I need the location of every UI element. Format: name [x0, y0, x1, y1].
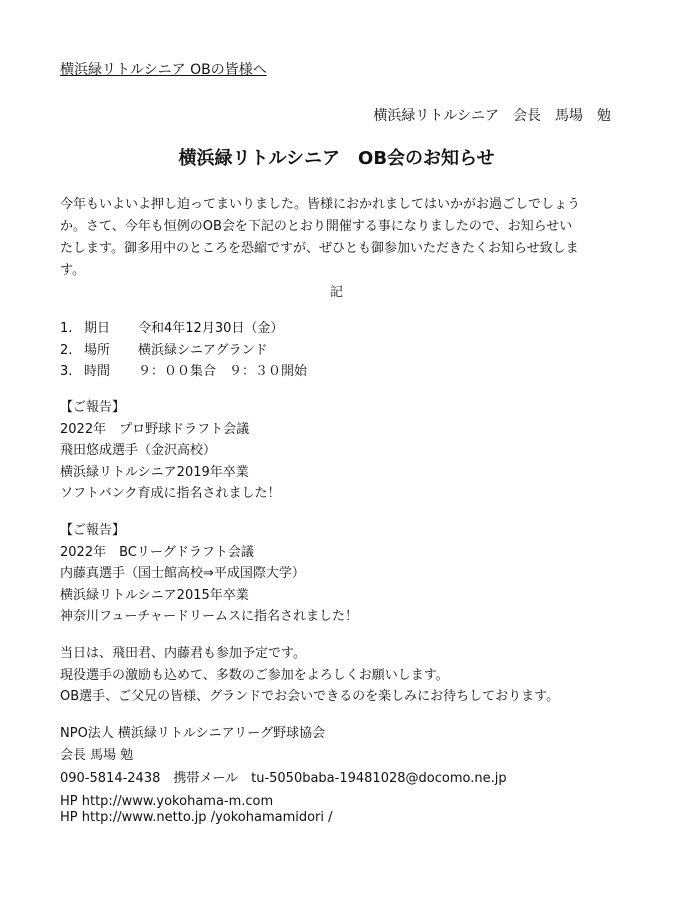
intro-line: か。さて、今年も恒例のOB会を下記のとおり開催する事になりましたので、お知らせい — [60, 219, 573, 234]
report-block-1 — [60, 397, 280, 505]
item-label: 期日 — [84, 321, 111, 336]
schedule-item-place — [60, 340, 307, 362]
report-line: 内藤真選手（国士館高校⇒平成国際大学） — [60, 566, 305, 581]
report-line: 横浜緑リトルシニア2019年卒業 — [60, 464, 249, 480]
item-value: 令和4年12月30日（金） — [138, 321, 284, 336]
report-block-2 — [60, 520, 358, 628]
schedule-item-date — [60, 318, 307, 340]
recipient-line: 横浜緑リトルシニア OBの皆様へ — [60, 62, 267, 78]
homepage-link-2[interactable]: HP http://www.netto.jp /yokohamamidori / — [60, 810, 333, 825]
item-value: 横浜緑シニアグランド — [138, 342, 268, 358]
report-line: 横浜緑リトルシニア2015年卒業 — [60, 587, 249, 603]
closing-line: OB選手、ご父兄の皆様、グランドでお会いできるのを楽しみにお待ちしております。 — [60, 689, 560, 704]
item-label: 場所 — [84, 342, 111, 358]
report-line: ソフトバンク育成に指名されました！ — [60, 486, 281, 501]
report-heading: 【ご報告】 — [60, 523, 126, 538]
report-heading: 【ご報告】 — [60, 400, 126, 415]
item-number: 1. — [60, 321, 73, 336]
report-line: 2022年 BCリーグドラフト会議 — [60, 544, 254, 560]
schedule-item-time — [60, 361, 307, 383]
item-number: 3. — [60, 364, 73, 379]
org-chair: 会長 馬場 勉 — [60, 747, 134, 763]
ki-mark: 記 — [330, 285, 344, 300]
closing-paragraph — [60, 643, 559, 708]
closing-line: 現役選手の激励も込めて、多数のご参加をよろしくお願いします。 — [60, 667, 449, 683]
item-number: 2. — [60, 342, 73, 358]
schedule-list — [60, 318, 307, 383]
report-line: 飛田悠成選手（金沢高校） — [60, 443, 217, 458]
intro-paragraph — [60, 194, 620, 282]
intro-line: す。 — [60, 263, 85, 278]
intro-line: 今年もいよいよ押し迫ってまいりました。皆様におかれましてはいかがお過ごしでしょう — [60, 197, 581, 212]
page-title: 横浜緑リトルシニア OB会のお知らせ — [178, 148, 495, 169]
org-contact: 090-5814-2438 携帯メール tu-5050baba-19481028@docomo.ne.jp — [60, 771, 507, 786]
closing-line: 当日は、飛田君、内藤君も参加予定です。 — [60, 646, 306, 661]
item-label: 時間 — [84, 364, 111, 379]
homepage-link-1[interactable]: HP http://www.yokohama-m.com — [60, 794, 274, 809]
report-line: 神奈川フューチャードリームスに指名されました！ — [60, 609, 358, 624]
item-value: ９：００集合 ９：３０開始 — [138, 364, 308, 379]
organization-info — [60, 723, 507, 790]
org-name: NPO法人 横浜緑リトルシニアリーグ野球協会 — [60, 726, 326, 741]
intro-line: たします。御多用中のところを恐縮ですが、ぜひとも御参加いただきたくお知らせ致しま — [60, 241, 579, 256]
report-line: 2022年 プロ野球ドラフト会議 — [60, 421, 250, 437]
homepage-links — [60, 794, 333, 826]
sender-line: 横浜緑リトルシニア 会長 馬場 勉 — [373, 108, 611, 124]
